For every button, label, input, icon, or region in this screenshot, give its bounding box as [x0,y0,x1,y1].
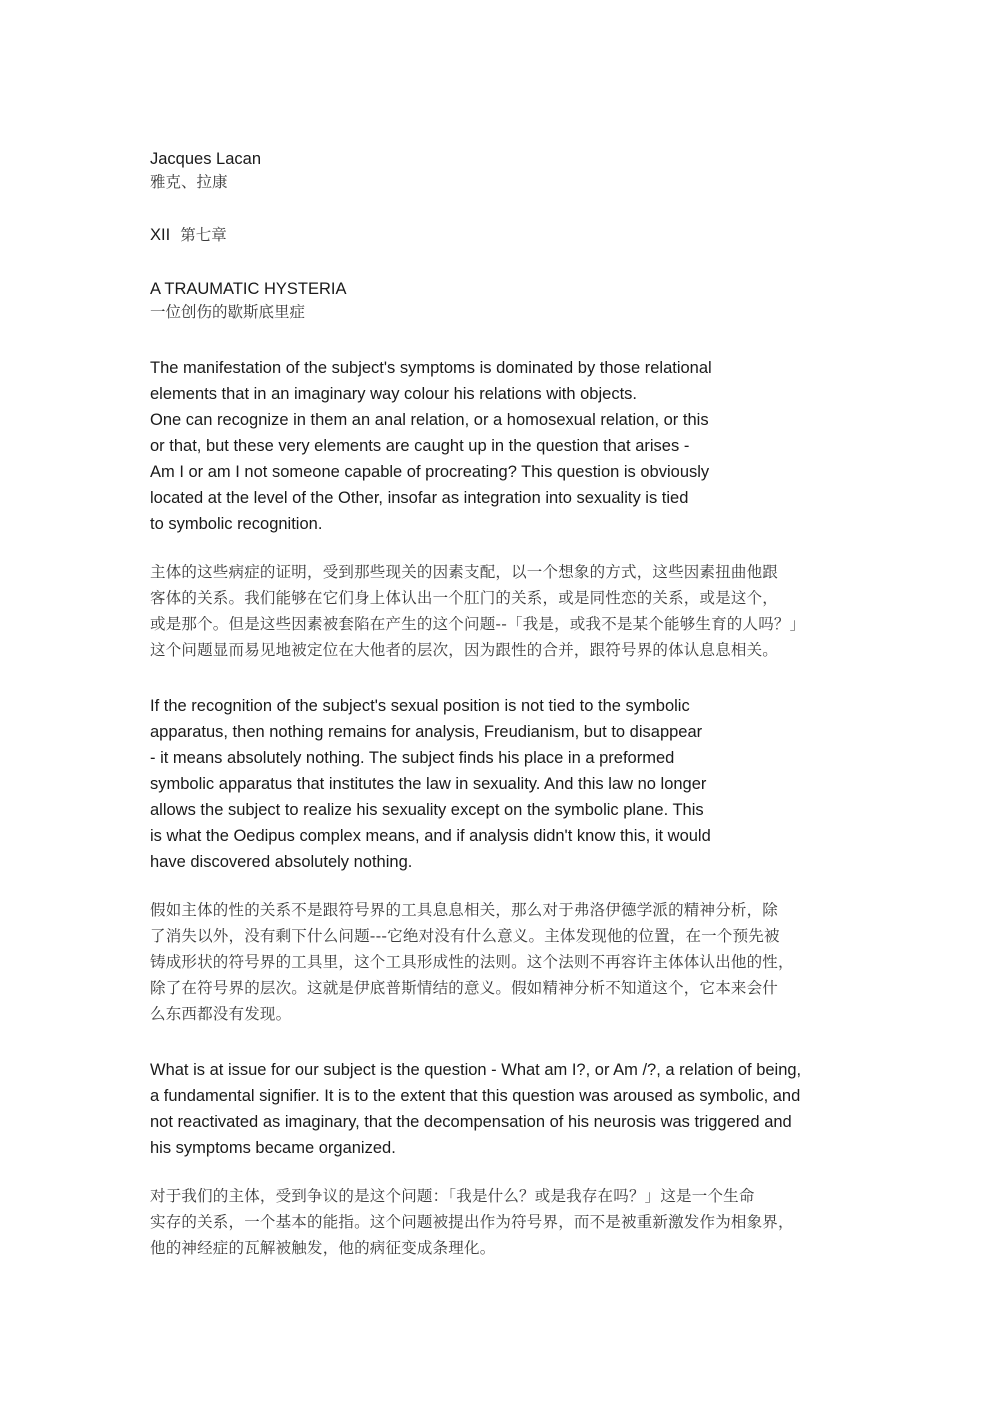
title-zh: 一位创伤的歇斯底里症 [150,303,306,321]
chapter-heading [150,224,850,247]
paragraph-zh-3 [150,1183,850,1261]
paragraph-zh-2 [150,897,850,1027]
paragraph-zh-1 [150,559,850,663]
paragraph-line: a fundamental signifier. It is to the extent that this question was aroused as symbolic, and [150,1087,801,1105]
paragraph-line: The manifestation of the subject's symptoms is dominated by those relational [150,359,712,377]
paragraph-line: 铸成形状的符号界的工具里，这个工具形成性的法则。这个法则不再容许主体体认出他的性， [150,953,794,971]
paragraph-line: Am I or am I not someone capable of procreating? This question is obviously [150,463,710,481]
author-zh: 雅克、拉康 [150,173,228,191]
paragraph-line: located at the level of the Other, insofar as integration into sexuality is tied [150,489,689,507]
paragraph-line: symbolic apparatus that institutes the law in sexuality. And this law no longer [150,775,707,793]
paragraph-line: 客体的关系。我们能够在它们身上体认出一个肛门的关系，或是同性恋的关系，或是这个， [150,589,779,607]
paragraph-line: What is at issue for our subject is the question - What am I?, or Am /?, a relation of being, [150,1061,802,1079]
paragraph-line: 这个问题显而易见地被定位在大他者的层次，因为跟性的合并，跟符号界的体认息息相关。 [150,641,779,659]
paragraph-line: 对于我们的主体，受到争议的是这个问题：「我是什么？或是我存在吗？」这是一个生命 [150,1187,755,1205]
paragraph-line: One can recognize in them an anal relation, or a homosexual relation, or this [150,411,709,429]
paragraph-line: 假如主体的性的关系不是跟符号界的工具息息相关，那么对于弗洛伊德学派的精神分析，除 [150,901,779,919]
paragraph-line: 除了在符号界的层次。这就是伊底普斯情结的意义。假如精神分析不知道这个，它本来会什 [150,979,779,997]
paragraph-line: 实存的关系，一个基本的能指。这个问题被提出作为符号界，而不是被重新激发作为相象界， [150,1213,794,1231]
paragraph-en-1 [150,355,850,537]
paragraph-line: 么东西都没有发现。 [150,1005,292,1023]
paragraph-line: 或是那个。但是这些因素被套陷在产生的这个问题--「我是，或我不是某个能够生育的人吗？」 [150,615,806,633]
paragraph-line: - it means absolutely nothing. The subject finds his place in a preformed [150,749,675,767]
paragraph-line: not reactivated as imaginary, that the decompensation of his neurosis was triggered and [150,1113,792,1131]
paragraph-line: have discovered absolutely nothing. [150,853,413,871]
paragraph-line: If the recognition of the subject's sexual position is not tied to the symbolic [150,697,690,715]
paragraph-line: his symptoms became organized. [150,1139,396,1157]
author-block [150,148,850,194]
chapter-label-zh: 第七章 [180,226,227,244]
paragraph-line: 他的神经症的瓦解被触发，他的病征变成条理化。 [150,1239,496,1257]
chapter-number: XII [150,226,171,244]
paragraph-line: 了消失以外，没有剩下什么问题---它绝对没有什么意义。主体发现他的位置，在一个预先被 [150,927,780,945]
title-en: A TRAUMATIC HYSTERIA [150,280,347,298]
paragraph-line: or that, but these very elements are caught up in the question that arises - [150,437,690,455]
paragraph-line: 主体的这些病症的证明，受到那些现关的因素支配，以一个想象的方式，这些因素扭曲他跟 [150,563,779,581]
paragraph-line: apparatus, then nothing remains for analysis, Freudianism, but to disappear [150,723,703,741]
paragraph-line: to symbolic recognition. [150,515,323,533]
paragraph-line: is what the Oedipus complex means, and if analysis didn't know this, it would [150,827,711,845]
paragraph-en-2 [150,693,850,875]
paragraph-line: elements that in an imaginary way colour his relations with objects. [150,385,637,403]
title-block [150,278,850,324]
author-en: Jacques Lacan [150,150,261,168]
paragraph-line: allows the subject to realize his sexuality except on the symbolic plane. This [150,801,704,819]
paragraph-en-3 [150,1057,850,1161]
